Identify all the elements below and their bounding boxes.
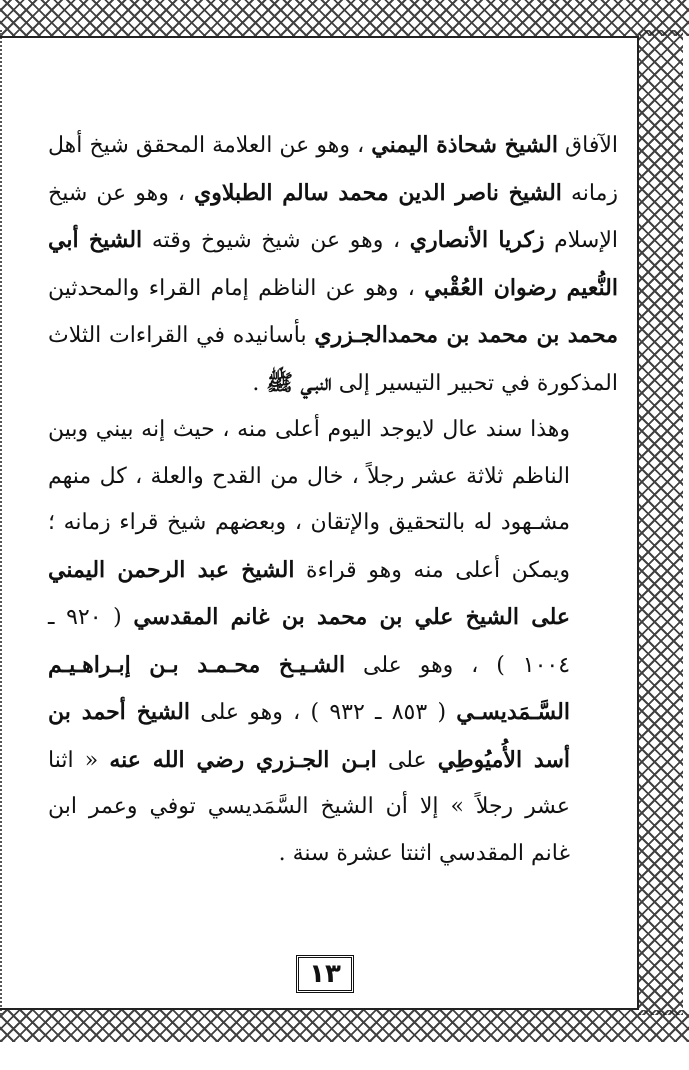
body-text: « اثنا عشر رجلاً » إلا أن الشيخ السَّمَديسي توفي وعمر ابن غانم المقدسي اثنتا عشرة سنة .: [48, 747, 570, 866]
body-text: .: [252, 370, 267, 396]
bold-name-text: الشيخ ناصر الدين محمد سالم الطبلاوي: [194, 179, 562, 206]
bold-name-text: زكريا الأنصاري: [409, 227, 545, 253]
ornamental-border-top: [0, 0, 689, 36]
bold-name-text: ابـن الجـزري رضي الله عنه: [109, 746, 377, 773]
body-text: ، وهو عن العلامة المحقق شيخ أهل زمانه: [48, 133, 618, 206]
frame-line-right: [637, 36, 639, 1010]
bold-name-text: الشيخ أبي النُّعيم رضوان العُقْبي: [48, 227, 618, 301]
page-body-text: [48, 122, 618, 877]
body-text: ( ٨٥٣ ـ ٩٣٢ ) ، وهو على: [189, 700, 457, 725]
body-text: على: [376, 747, 438, 773]
bold-name-text: الشيخ عبد الرحمن اليمني على الشيخ علي بن محمد بن غانم المقدسي: [48, 556, 570, 630]
body-text: بأسانيده في القراءات الثلاث المذكورة في تحبير التيسير إلى: [48, 323, 618, 396]
frame-line-top: [0, 36, 639, 38]
body-text: ، وهو عن شيخ شيوخ وقته: [142, 228, 410, 253]
bold-name-text: الشـيـخ محـمـد بـن إبـراهـيـم السَّـمَديسـي: [48, 651, 570, 725]
paragraph: [48, 407, 618, 877]
page-number: ١٣: [296, 955, 354, 993]
bold-name-text: محمد بن محمد بن محمدالجـزري: [314, 322, 619, 348]
dotted-margin-left: [0, 30, 6, 1015]
bold-name-text: الشيخ أحمد بن أسد الأُميُوطِي: [48, 699, 571, 773]
body-text: وهذا سند عال لايوجد اليوم أعلى منه ، حيث إنه بيني وبين الناظم ثلاثة عشر رجلاً ، خال من القدح والعلة ، كل منهم مشـهود له بالتحقيق والإتقان ، وبعضهم شيخ قراء زمانه ؛ ويمكن أعلى منه وهو قراءة: [48, 417, 570, 583]
bold-name-text: الشيخ شحاذة اليمني: [371, 132, 558, 158]
body-text: ( ٩٢٠ ـ ١٠٠٤ ) ، وهو على: [48, 605, 571, 678]
body-text: ، وهو عن الناظم إمام القراء والمحدثين: [48, 275, 425, 301]
ornamental-border-right: [639, 30, 683, 1015]
bold-name-text: النبـي ﷺ: [266, 369, 332, 396]
body-text: ، وهو عن شيخ الإسلام: [48, 180, 618, 253]
body-text: الآفاق: [557, 133, 618, 158]
paragraph: [48, 122, 618, 407]
frame-line-bottom: [0, 1008, 639, 1010]
ornamental-border-bottom: [0, 1010, 689, 1042]
